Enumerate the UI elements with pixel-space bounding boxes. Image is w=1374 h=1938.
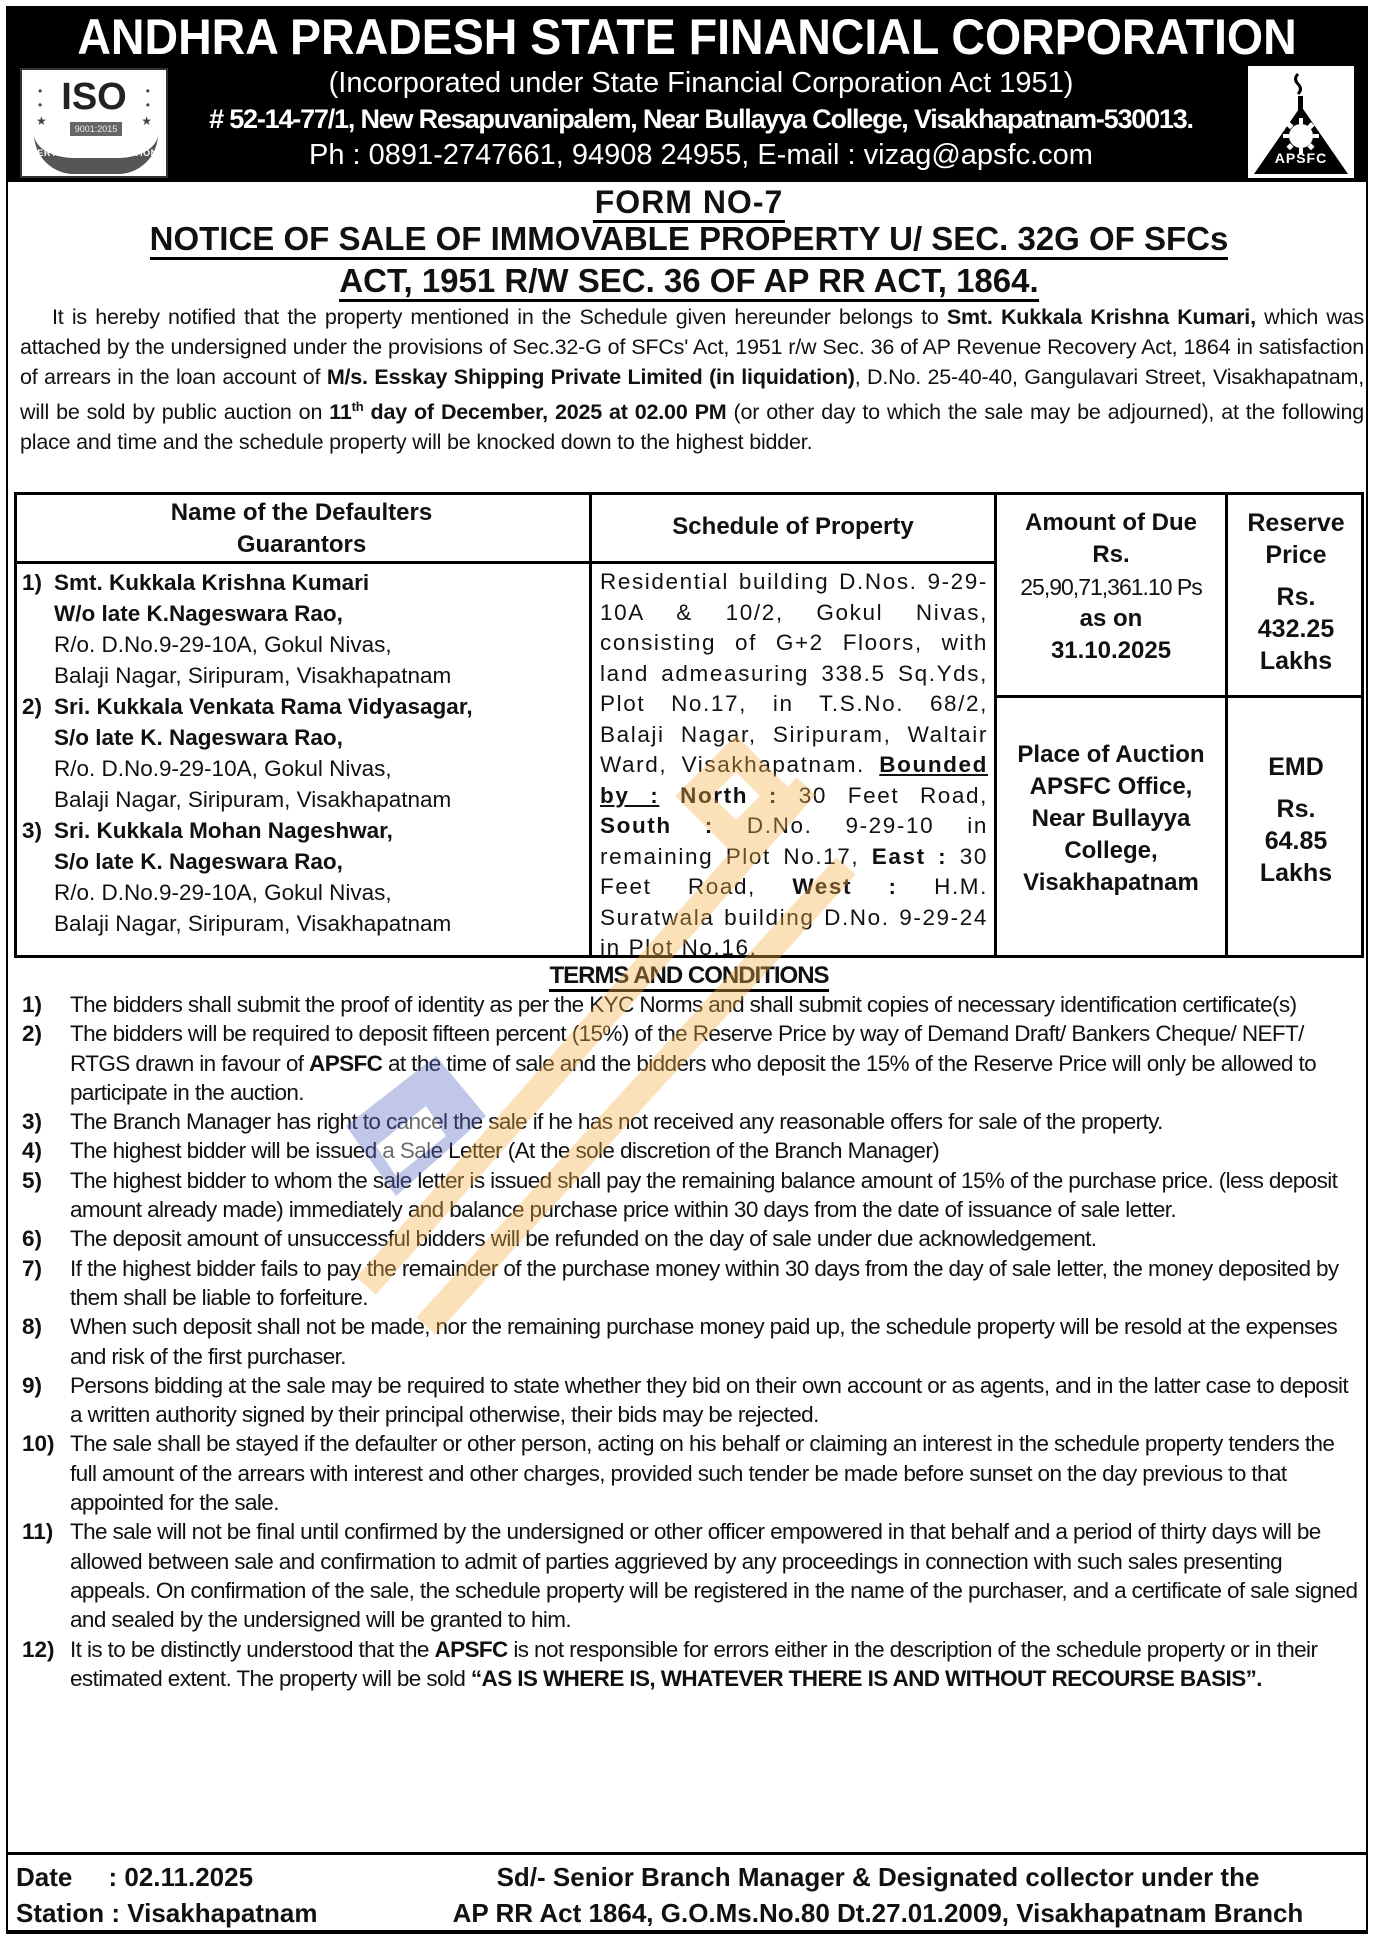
form-number xyxy=(8,184,1370,220)
notice-title-line2-text: ACT, 1951 R/W SEC. 36 OF AP RR ACT, 1864. xyxy=(339,262,1038,302)
amount-due-as-on-label: as on xyxy=(1079,605,1143,632)
emd-unit: Lakhs xyxy=(1259,859,1333,887)
term-number: 8) xyxy=(22,1314,43,1340)
reserve-price-currency: Rs. xyxy=(1276,583,1316,611)
east-label: East : xyxy=(871,843,948,869)
intro-paragraph xyxy=(20,302,1364,457)
defaulter-relation: W/o late K.Nageswara Rao, xyxy=(54,601,343,626)
place-line-4: Visakhapatnam xyxy=(1023,869,1199,896)
auction-day-suffix: th xyxy=(351,399,364,414)
address-line: # 52-14-77/1, New Resapuvanipalem, Near Bullayya College, Visakhapatnam-530013. xyxy=(209,104,1193,134)
south-label: South : xyxy=(600,813,714,838)
north-label: North : xyxy=(680,782,778,808)
emd-value: 64.85 xyxy=(1264,827,1328,855)
notice-title-line1-text: NOTICE OF SALE OF IMMOVABLE PROPERTY U/ SEC. 32G OF SFCs xyxy=(150,220,1229,260)
term-number: 11) xyxy=(22,1519,54,1545)
term-number: 4) xyxy=(22,1138,43,1164)
amount-due-value: 25,90,71,361.10 Ps xyxy=(1020,574,1202,600)
term-text: The sale shall be stayed if the defaulter or other person, acting on his behalf or claiming an interest in the schedule property tenders the full amount of the arrears with interest and other charges, provided such tender be made before sunset on the day previous to that appointed for the sale. xyxy=(70,1431,1335,1516)
emd-label: EMD xyxy=(1268,753,1324,781)
amount-due-date: 31.10.2025 xyxy=(1050,637,1172,664)
west-label: West : xyxy=(792,874,898,899)
term-item xyxy=(18,1166,1364,1225)
owner-name: Smt. Kukkala Krishna Kumari, xyxy=(946,305,1256,329)
term-text: The highest bidder to whom the sale letter is issued shall pay the remaining balance amount of 15% of the purchase price. (less deposit amount already made) immediately and balance purchase price within 30 days from the date of issuance of sale letter. xyxy=(70,1167,1338,1223)
form-body xyxy=(6,182,1368,1934)
reserve-price-header-2: Price xyxy=(1265,541,1327,569)
property-header: Schedule of Property xyxy=(672,513,914,540)
intro-text-3: , D.No. 25-40-40, Gangulavari Street, Visakhapatnam, will be sold by public auction on xyxy=(20,365,1364,425)
contact-line: Ph : 0891-2747661, 94908 24955, E-mail : vizag@apsfc.com xyxy=(309,139,1093,171)
defaulter-address-2: Balaji Nagar, Siripuram, Visakhapatnam xyxy=(54,911,452,936)
term-item xyxy=(18,1254,1364,1313)
defaulter-name: Sri. Kukkala Venkata Rama Vidyasagar, xyxy=(54,694,473,719)
defaulter-relation: S/o late K. Nageswara Rao, xyxy=(54,725,343,750)
apsfc-logo-icon xyxy=(1248,66,1354,178)
term-number: 6) xyxy=(22,1226,43,1252)
defaulter-address-1: R/o. D.No.9-29-10A, Gokul Nivas, xyxy=(54,632,392,657)
defaulters-header xyxy=(14,495,589,561)
intro-text-2: which was attached by the undersigned under the provisions of Sec.32-G of SFCs' Act, 1951 r/w Sec. 36 of AP Revenue Recovery Act, 1864 in satisfaction of arrears in the loan account of xyxy=(20,305,1364,389)
defaulter-item xyxy=(18,691,588,815)
defaulter-number: 3) xyxy=(22,818,43,843)
signature-footer xyxy=(8,1852,1366,1934)
term-text: The sale will not be final until confirmed by the undersigned or other officer empowered in that behalf and a period of thirty days will be allowed between sale and confirmation to admit of parties aggrieved by any proceedings in connection with such sales presenting appeals. On confirmation of the sale, the schedule property will be registered in the name of the purchaser, and a certificate of sale signed and sealed by the undersigned will be granted to him. xyxy=(70,1519,1358,1633)
term-item xyxy=(18,1136,1364,1165)
reserve-price-header-1: Reserve xyxy=(1247,509,1345,537)
north-boundary: 30 Feet Road, xyxy=(777,782,988,808)
term-item xyxy=(18,1429,1364,1517)
iso-certified-logo-icon xyxy=(20,68,168,178)
term-text: If the highest bidder fails to pay the remainder of the purchase money within 30 days from the day of sale letter, the money deposited by them shall be liable to forfeiture. xyxy=(70,1255,1339,1310)
defaulter-item xyxy=(18,567,588,691)
amount-due-currency: Rs. xyxy=(1092,541,1130,568)
amount-due-header: Amount of Due xyxy=(1025,509,1197,536)
bounded-by-label: Bounded by : xyxy=(600,752,988,808)
star-icon: • xyxy=(145,84,150,98)
star-icon: • xyxy=(38,98,43,112)
emd-currency: Rs. xyxy=(1276,795,1316,823)
term-text: The deposit amount of unsuccessful bidders will be refunded on the day of sale under due acknowledgement. xyxy=(70,1226,1097,1252)
reserve-price-unit: Lakhs xyxy=(1259,647,1333,675)
place-line-2: Near Bullayya xyxy=(1031,805,1191,832)
defaulter-address-2: Balaji Nagar, Siripuram, Visakhapatnam xyxy=(54,663,452,688)
term-item xyxy=(18,1312,1364,1371)
station-label: Station : xyxy=(16,1898,128,1928)
defaulter-address-2: Balaji Nagar, Siripuram, Visakhapatnam xyxy=(54,787,452,812)
term-number: 3) xyxy=(22,1109,43,1135)
term-bold-clause: “AS IS WHERE IS, WHATEVER THERE IS AND WITHOUT RECOURSE BASIS”. xyxy=(470,1665,1262,1691)
place-line-1: APSFC Office, xyxy=(1029,773,1193,800)
term-item xyxy=(18,1517,1364,1634)
term-number: 9) xyxy=(22,1372,43,1398)
defaulter-item xyxy=(18,815,588,939)
defaulters-list xyxy=(18,567,588,939)
notice-page xyxy=(6,6,1368,1934)
place-of-auction-cell xyxy=(997,695,1225,899)
date-station-block xyxy=(16,1859,318,1931)
signatory-line-1: Sd/- Senior Branch Manager & Designated collector under the xyxy=(496,1862,1260,1892)
place-line-3: College, xyxy=(1064,837,1158,864)
apsfc-logo-label: APSFC xyxy=(1274,150,1328,166)
term-text: The highest bidder will be issued a Sale Letter (At the sole discretion of the Branch Manager) xyxy=(70,1138,940,1164)
term-bold: APSFC xyxy=(309,1050,383,1076)
incorporation-line: (Incorporated under State Financial Corporation Act 1951) xyxy=(328,67,1074,99)
iso-label: ISO xyxy=(61,76,127,118)
star-icon: • xyxy=(145,98,150,112)
west-boundary: H.M. Suratwala building D.No. 9-29-24 in Plot No.16. xyxy=(600,874,988,960)
term-item xyxy=(18,990,1364,1019)
defaulters-header-line2: Guarantors xyxy=(236,531,367,558)
date-row xyxy=(16,1859,318,1895)
defaulter-number: 1) xyxy=(22,570,43,595)
auction-date: day of December, 2025 at 02.00 PM xyxy=(363,400,727,425)
term-item xyxy=(18,1224,1364,1253)
terms-title xyxy=(8,962,1370,990)
term-bold: APSFC xyxy=(434,1636,508,1662)
term-number: 1) xyxy=(22,992,43,1017)
term-number: 2) xyxy=(22,1021,43,1047)
defaulter-relation: S/o late K. Nageswara Rao, xyxy=(54,849,343,874)
defaulter-address-1: R/o. D.No.9-29-10A, Gokul Nivas, xyxy=(54,756,392,781)
reserve-price-value: 432.25 xyxy=(1257,615,1335,643)
defaulters-header-line1: Name of the Defaulters xyxy=(170,499,433,526)
org-name: ANDHRA PRADESH STATE FINANCIAL CORPORATION xyxy=(77,9,1297,65)
header-banner xyxy=(6,6,1368,182)
term-text: at the time of sale and the bidders who deposit the 15% of the Reserve Price will only be allowed to participate in the auction. xyxy=(70,1050,1317,1105)
notice-title-line2 xyxy=(8,262,1370,300)
term-text: The bidders shall submit the proof of identity as per the KYC Norms and shall submit copies of necessary identification certificate(s) xyxy=(70,992,1297,1017)
terms-title-text: TERMS AND CONDITIONS xyxy=(549,962,828,992)
defaulter-address-1: R/o. D.No.9-29-10A, Gokul Nivas, xyxy=(54,880,392,905)
defaulter-number: 2) xyxy=(22,694,43,719)
property-description: Residential building D.Nos. 9-29-10A & 10/2, Gokul Nivas, consisting of G+2 Floors, with land admeasuring 338.5 Sq.Yds, Plot No.17, in T.S.No. 68/2, Balaji Nagar, Siripuram, Waltair Ward, Visakhapatnam. xyxy=(600,569,988,777)
date-label: Date : xyxy=(16,1862,125,1892)
star-icon: • xyxy=(38,84,43,98)
term-number: 12) xyxy=(22,1636,55,1662)
term-text: When such deposit shall not be made, nor the remaining purchase money paid up, the schedule property will be resold at the expenses and risk of the first purchaser. xyxy=(70,1314,1338,1369)
term-text: Persons bidding at the sale may be required to state whether they bid on their own account or as agents, and in the latter case to deposit a written authority signed by their principal otherwise, their bids may be rejected. xyxy=(70,1372,1349,1428)
auction-details-table xyxy=(14,492,1364,958)
iso-year: 9001:2015 xyxy=(70,122,122,136)
term-item xyxy=(18,1635,1364,1694)
term-text: The bidders will be required to deposit fifteen percent (15%) of the Reserve Price by way of Demand Draft/ Bankers Cheque/ NEFT/ RTGS drawn in favour of xyxy=(70,1021,1304,1076)
term-number: 10) xyxy=(22,1431,55,1457)
station-value: Visakhapatnam xyxy=(127,1898,318,1928)
borrower-name: M/s. Esskay Shipping Private Limited (in liquidation) xyxy=(326,365,855,389)
intro-text-1: It is hereby notified that the property mentioned in the Schedule given hereunder belongs to xyxy=(52,305,947,329)
term-item xyxy=(18,1371,1364,1430)
term-text: is not responsible for errors either in the description of the schedule property or in their estimated extent. The property will be sold xyxy=(70,1636,1318,1691)
terms-list xyxy=(18,990,1364,1693)
amount-due-cell xyxy=(997,495,1225,695)
signatory-block xyxy=(398,1859,1358,1931)
south-boundary: D.No. 9-29-10 in remaining Plot No.17, xyxy=(600,813,988,869)
auction-day: 11 xyxy=(329,400,352,425)
header-divider xyxy=(14,561,994,564)
term-text: It is to be distinctly understood that the xyxy=(70,1636,435,1662)
column-divider xyxy=(589,495,592,955)
east-boundary: 30 Feet Road, xyxy=(600,843,988,899)
table-border xyxy=(14,495,17,955)
term-number: 7) xyxy=(22,1255,43,1281)
term-item xyxy=(18,1107,1364,1136)
star-icon: ★ xyxy=(36,114,47,128)
defaulter-name: Smt. Kukkala Krishna Kumari xyxy=(54,570,370,595)
term-item xyxy=(18,1019,1364,1107)
term-number: 5) xyxy=(22,1167,43,1193)
star-icon: ★ xyxy=(141,114,152,128)
property-schedule xyxy=(600,567,988,964)
place-of-auction-label: Place of Auction xyxy=(1017,741,1205,768)
defaulter-name: Sri. Kukkala Mohan Nageshwar, xyxy=(54,818,393,843)
term-text: The Branch Manager has right to cancel the sale if he has not received any reasonable offers for sale of the property. xyxy=(70,1109,1163,1135)
intro-text-4: (or other day to which the sale may be adjourned), at the following place and time and the schedule property will be knocked down to the highest bidder. xyxy=(20,400,1364,455)
signatory-line-2: AP RR Act 1864, G.O.Ms.No.80 Dt.27.01.2009, Visakhapatnam Branch xyxy=(452,1898,1304,1928)
reserve-price-cell xyxy=(1228,495,1364,695)
iso-caption: CERTIFIED CORPORATION xyxy=(30,148,158,158)
form-number-text: FORM NO-7 xyxy=(593,184,786,223)
station-row xyxy=(16,1895,318,1931)
emd-cell xyxy=(1228,695,1364,889)
date-value: 02.11.2025 xyxy=(124,1862,254,1892)
notice-title-line1 xyxy=(8,220,1370,258)
